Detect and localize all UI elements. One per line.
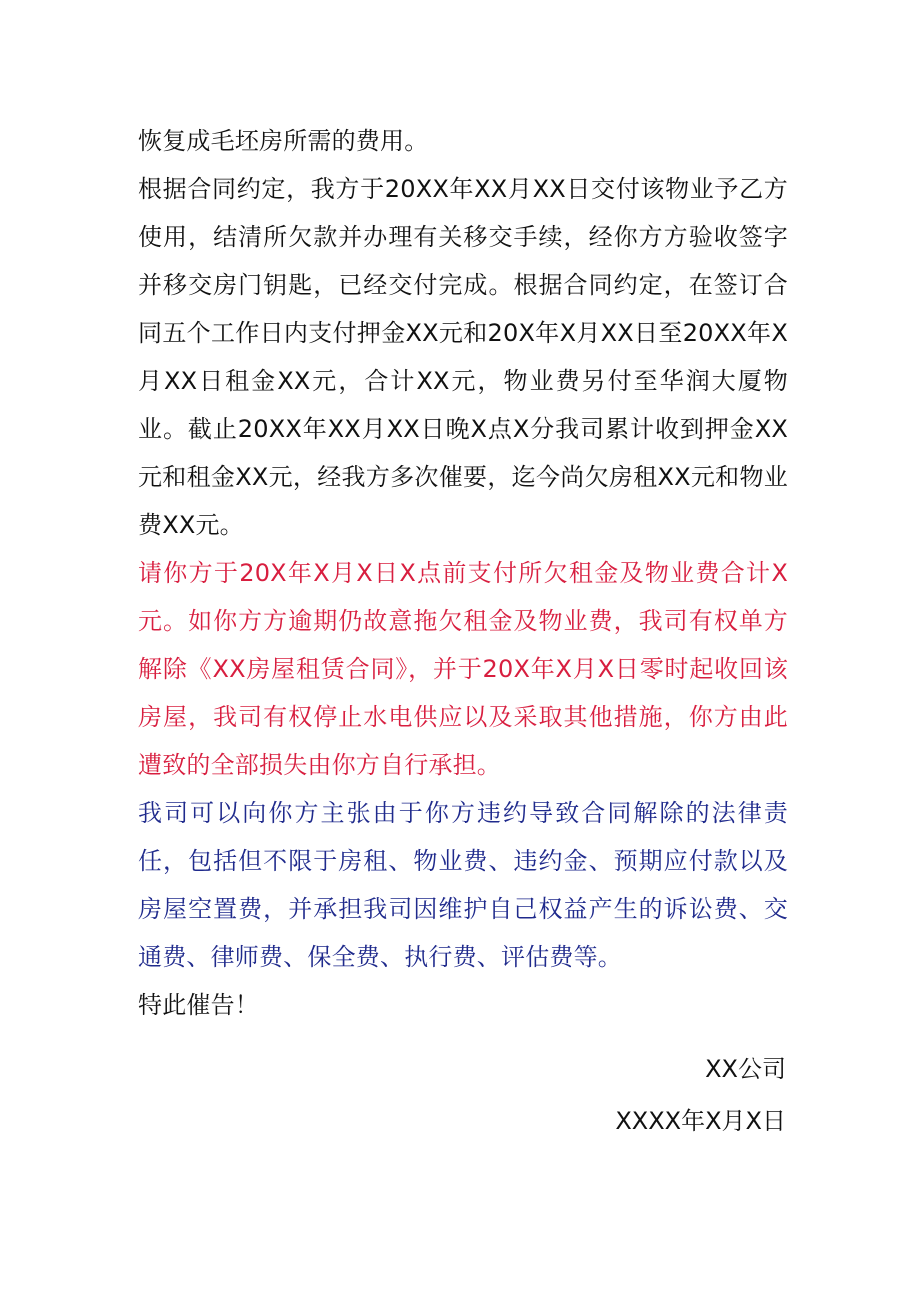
paragraph-closing: 特此催告！ — [138, 991, 259, 1019]
paragraph-payment-demand: 请你方于20X年X月X日X点前支付所欠租金及物业费合计X元。如你方方逾期仍故意拖欠租金及物业费，我司有权单方解除《XX房屋租赁合同》，并于20X年X月X日零时起收回该房屋，我司有权停止水电供应以及采取其他措施，你方由此遭致的全部损失由你方自行承担。 — [138, 559, 788, 779]
signature-date: XXXX年X月X日 — [615, 1107, 786, 1135]
signature-company: XX公司 — [705, 1055, 786, 1083]
paragraph-restoration-cost: 恢复成毛坯房所需的费用。 — [138, 127, 429, 155]
paragraph-contract-terms: 根据合同约定，我方于20XX年XX月XX日交付该物业予乙方使用，结清所欠款并办理有关移交手续，经你方方验收签字并移交房门钥匙，已经交付完成。根据合同约定，在签订合同五个工作日内支付押金XX元和20X年X月XX日至20XX年X月XX日租金XX元，合计XX元，物业费另付至华润大厦物业。截止20XX年XX月XX日晚X点X分我司累计收到押金XX元和租金XX元，经我方多次催要，迄今尚欠房租XX元和物业费XX元。 — [138, 175, 788, 539]
paragraph-legal-liability: 我司可以向你方主张由于你方违约导致合同解除的法律责任，包括但不限于房租、物业费、违约金、预期应付款以及房屋空置费，并承担我司因维护自己权益产生的诉讼费、交通费、律师费、保全费、执行费、评估费等。 — [138, 799, 788, 971]
letter-body — [138, 117, 788, 1029]
